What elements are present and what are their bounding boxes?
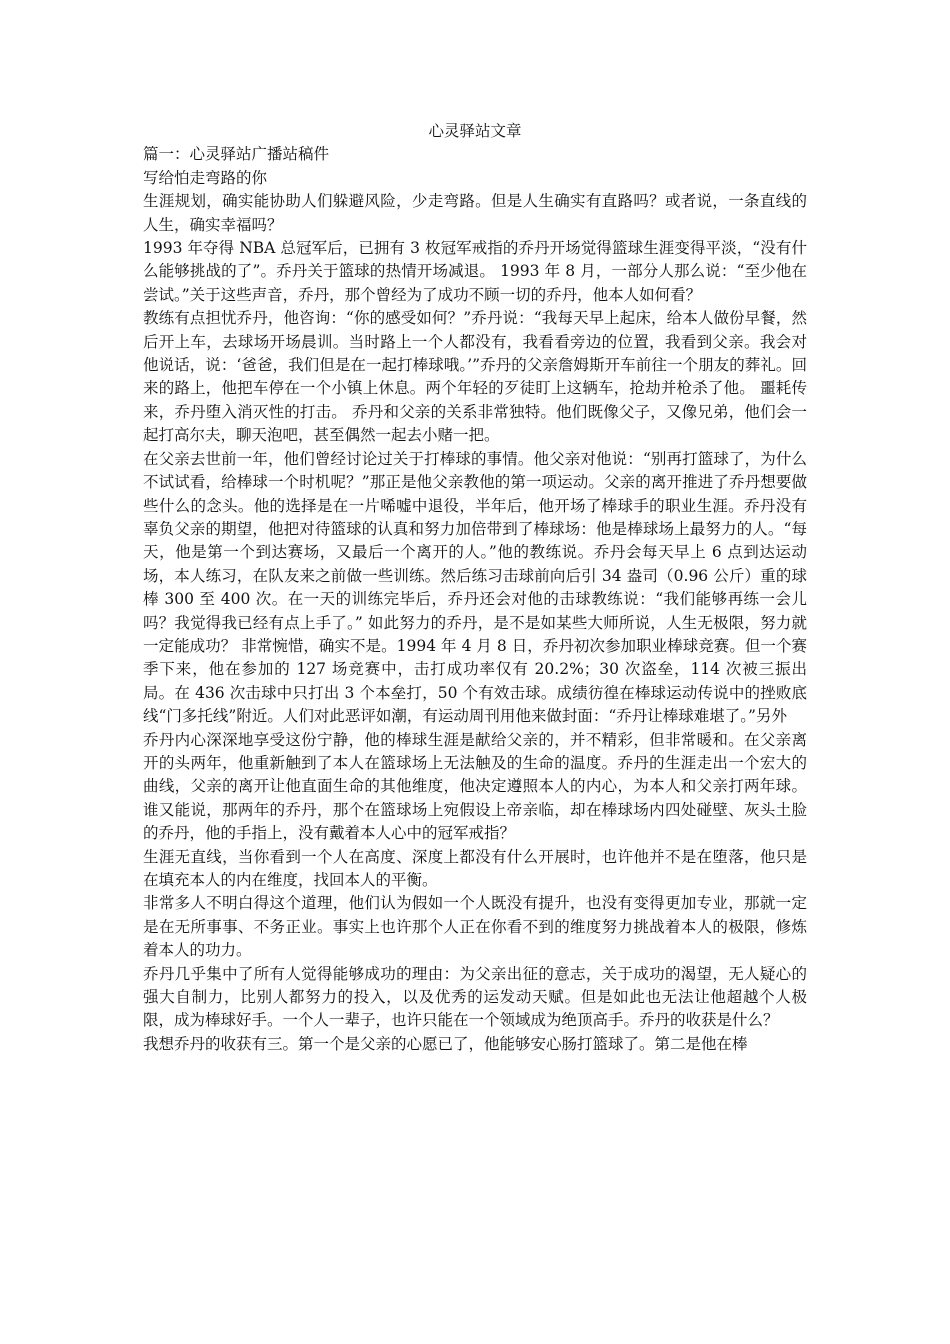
paragraph: 我想乔丹的收获有三。第一个是父亲的心愿已了，他能够安心肠打篮球了。第二是他在棒 xyxy=(143,1034,748,1053)
article-heading: 写给怕走弯路的你 xyxy=(143,168,268,187)
paragraph: 非常多人不明白得这个道理，他们认为假如一个人既没有提升，也没有变得更加专业，那就一定是在无所事事、不务正业。事实上也许那个人正在你看不到的维度努力挑战着本人的极限，修炼着本人的功力。 xyxy=(143,894,807,960)
paragraph: 乔丹几乎集中了所有人觉得能够成功的理由：为父亲出征的意志，关于成功的渴望，无人疑心的强大自制力，比别人都努力的投入，以及优秀的运发动天赋。但是如此也无法让他超越个人极限，成为棒球好手。一个人一辈子，也许只能在一个领域成为绝顶高手。乔丹的收获是什么？ xyxy=(143,964,807,1030)
paragraph: 生涯规划，确实能协助人们躲避风险，少走弯路。但是人生确实有直路吗？或者说，一条直线的人生，确实幸福吗？ xyxy=(143,192,807,234)
paragraph: 1993 年夺得 NBA 总冠军后，已拥有 3 枚冠军戒指的乔丹开场觉得篮球生涯变得平淡，“没有什么能够挑战的了”。乔丹关于篮球的热情开场减退。 1993 年 8 月，一部分人那么说：“至少他在尝试。”关于这些声音，乔丹，那个曾经为了成功不顾一切的乔丹，他本人如何看？ xyxy=(143,239,807,304)
section-heading: 篇一：心灵驿站广播站稿件 xyxy=(143,145,330,164)
paragraph: 教练有点担忧乔丹，他咨询：“你的感受如何？”乔丹说：“我每天早上起床，给本人做份早餐，然后开上车，去球场开场晨训。当时路上一个人都没有，我看看旁边的位置，我看到父亲。我会对他说话，说：‘爸爸，我们但是在一起打棒球哦。’”乔丹的父亲詹姆斯开车前往一个朋友的葬礼。回来的路上，他把车停在一个小镇上休息。两个年轻的歹徒盯上这辆车，抢劫并枪杀了他。 噩耗传来，乔丹堕入消灭性的打击。 乔丹和父亲的关系非常独特。他们既像父子，又像兄弟，他们会一起打高尔夫，聊天泡吧，甚至偶然一起去小赌一把。 xyxy=(143,309,807,445)
paragraph: 在父亲去世前一年，他们曾经讨论过关于打棒球的事情。他父亲对他说：“别再打篮球了，为什么不试试看，给棒球一个时机呢？”那正是他父亲教他的第一项运动。父亲的离开推进了乔丹想要做些什么的念头。他的选择是在一片唏嘘中退役，半年后，他开场了棒球手的职业生涯。乔丹没有辜负父亲的期望，他把对待篮球的认真和努力加倍带到了棒球场：他是棒球场上最努力的人。“每天，他是第一个到达赛场，又最后一个离开的人。”他的教练说。乔丹会每天早上 6 点到达运动场，本人练习，在队友来之前做一些训练。然后练习击球前向后引 34 盎司（0.96 公斤）重的球棒 300 至 400 次。在一天的训练完毕后，乔丹还会对他的击球教练说：“我们能够再练一会儿吗？我觉得我已经有点上手了。” 如此努力的乔丹，是不是如某些大师所说，人生无极限，努力就一定能成功？ 非常惋惜，确实不是。1994 年 4 月 8 日，乔丹初次参加职业棒球竞赛。但一个赛季下来，他在参加的 127 场竞赛中，击打成功率仅有 20.2%；30 次盗垒，114 次被三振出局。在 436 次击球中只打出 3 个本垒打，50 个有效击球。成绩彷徨在棒球运动传说中的挫败底线“门多托线”附近。人们对此恶评如潮，有运动周刊用他来做封面：“乔丹让棒球难堪了。”另外 xyxy=(143,449,807,726)
paragraph: 乔丹内心深深地享受这份宁静，他的棒球生涯是献给父亲的，并不精彩，但非常暖和。在父亲离开的头两年，他重新触到了本人在篮球场上无法触及的生命的温度。乔丹的生涯走出一个宏大的曲线，父亲的离开让他直面生命的其他维度，他决定遵照本人的内心，为本人和父亲打两年球。谁又能说，那两年的乔丹，那个在篮球场上宛假设上帝亲临，却在棒球场内四处碰壁、灰头土脸的乔丹，他的手指上，没有戴着本人心中的冠军戒指？ xyxy=(143,730,807,843)
paragraph: 生涯无直线，当你看到一个人在高度、深度上都没有什么开展时，也许他并不是在堕落，他只是在填充本人的内在维度，找回本人的平衡。 xyxy=(143,847,807,889)
document-page xyxy=(143,120,807,1056)
document-title: 心灵驿站文章 xyxy=(428,122,522,140)
